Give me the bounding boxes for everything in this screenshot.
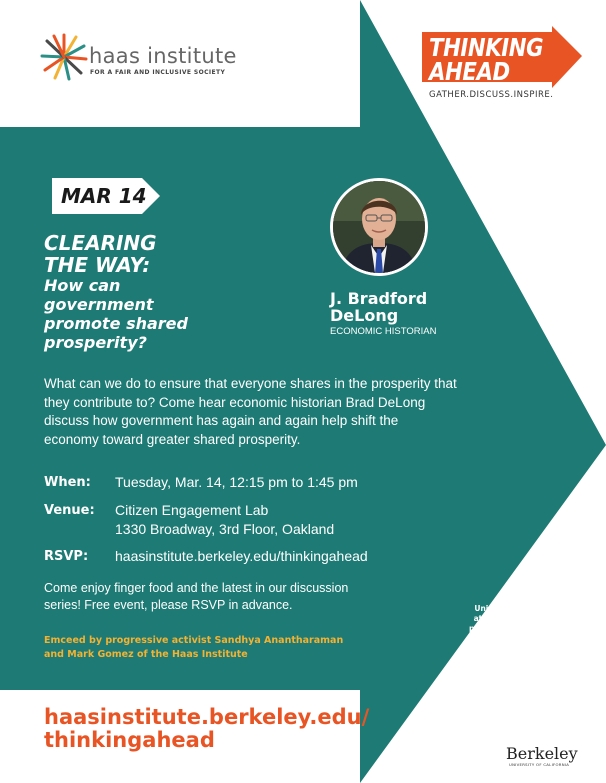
note-line: Come enjoy finger food and the latest in our discussion: [44, 581, 349, 595]
series-name-line2: AHEAD: [429, 57, 510, 86]
when-value: Tuesday, Mar. 14, 12:15 pm to 1:45 pm: [115, 474, 358, 490]
bio-line: J. Bradford: [526, 566, 572, 575]
event-subtitle-line: government: [44, 295, 154, 314]
footer-url-line1[interactable]: haasinstitute.berkeley.edu/: [44, 705, 370, 729]
berkeley-subtitle: UNIVERSITY OF CALIFORNIA: [509, 762, 570, 767]
emcee-line: and Mark Gomez of the Haas Institute: [44, 649, 248, 660]
bio-line: at Berkeley, chair of its: [473, 613, 572, 623]
event-subtitle: [44, 276, 188, 352]
description-line: they contribute to? Come hear economic historian Brad DeLong: [44, 394, 426, 410]
bio-line: DeLong is a: [522, 575, 572, 585]
event-subtitle-line: How can: [44, 276, 121, 295]
berkeley-wordmark: Berkeley: [506, 744, 578, 763]
speaker-role: ECONOMIC HISTORIAN: [330, 326, 437, 337]
note-line: series! Free event, please RSVP in advance.: [44, 598, 293, 612]
bio-line: tant secretary of the US Treasury.: [470, 709, 572, 729]
footer-url-line2[interactable]: thinkingahead: [44, 728, 215, 752]
emcee-credit: [44, 634, 364, 662]
bio-line: Research, and was in the Clinton: [482, 671, 572, 691]
bio-line: political economy major,: [468, 623, 572, 633]
event-note: [44, 580, 424, 614]
event-subtitle-line: promote shared: [44, 314, 188, 333]
event-title: [44, 232, 157, 276]
speaker-photo: [330, 178, 428, 276]
bio-line: Economics at the: [499, 594, 572, 604]
bio-line: administration as a deputy assis-: [490, 690, 572, 710]
event-description: [44, 375, 524, 449]
series-tagline: GATHER.DISCUSS.INSPIRE.: [429, 90, 554, 100]
description-line: What can we do to ensure that everyone shares in the prosperity that: [44, 376, 457, 391]
event-date: MAR 14: [61, 184, 147, 208]
bio-line: National Bureau of Economic: [492, 652, 572, 671]
rsvp-label: RSVP:: [44, 549, 89, 564]
bio-line: University of California: [474, 604, 572, 614]
venue-label: Venue:: [44, 503, 95, 518]
event-subtitle-line: prosperity?: [44, 333, 147, 352]
event-title-line: THE WAY:: [44, 253, 151, 277]
venue-value: [115, 501, 334, 539]
speaker-name-line: J. Bradford: [330, 289, 428, 308]
speaker-bio: [468, 566, 572, 729]
description-line: discuss how government has again and again help shift the: [44, 413, 399, 428]
event-title-line: CLEARING: [44, 231, 157, 255]
org-name: haas institute: [89, 44, 237, 68]
venue-address: 1330 Broadway, 3rd Floor, Oakland: [115, 521, 335, 537]
speaker-name: [330, 290, 427, 324]
series-name-line1: THINKING: [429, 33, 544, 62]
speaker-name-line: DeLong: [330, 306, 399, 325]
bio-line: professor of: [520, 585, 572, 595]
venue-name: Citizen Engagement Lab: [115, 502, 269, 518]
when-label: When:: [44, 475, 91, 490]
haas-starburst-logo-icon: [40, 32, 88, 82]
bio-line: a research associate of the: [473, 633, 572, 652]
org-tagline: FOR A FAIR AND INCLUSIVE SOCIETY: [90, 69, 226, 76]
emcee-line: Emceed by progressive activist Sandhya Anantharaman: [44, 635, 344, 646]
rsvp-link[interactable]: haasinstitute.berkeley.edu/thinkingahead: [115, 548, 368, 564]
speaker-portrait-icon: [333, 181, 425, 273]
description-line: economy toward greater shared prosperity.: [44, 431, 301, 447]
